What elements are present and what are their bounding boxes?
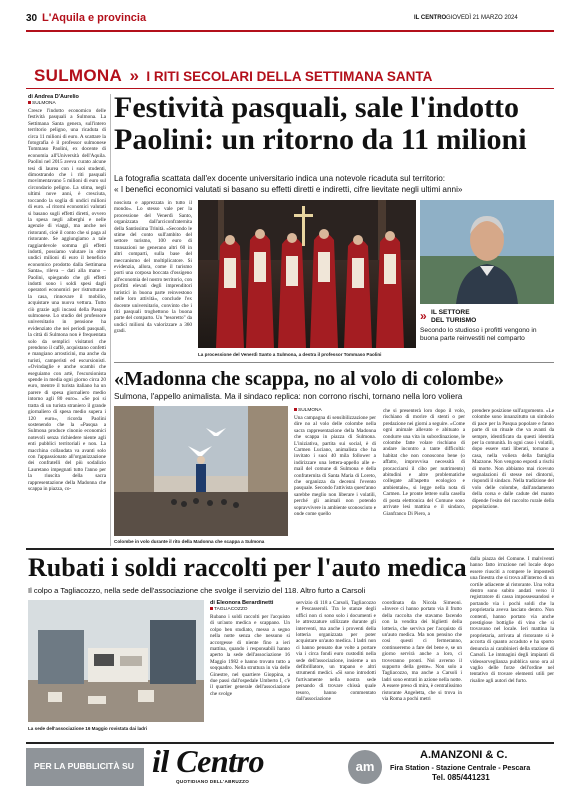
article1-col2: nosciuta e apprezzata in tutto il mondo». Lo stesso vale per la processione del Venerdì Santo, organizzata dall'arciconfraternita della Santissima Trinità. «Secondo le stime del conto sull'ambito del settore turismo, 100 euro di transazioni ne generano altri 60 in altri comparti, sulla base del meccanismo del moltiplicatore. Si evidenzia, allora, come il turismo porti una corposa boccata d'ossigeno all'economia del nostro territorio, con profitti elevati degli imprenditori turistici in buona parte reinvestono nelle loro attività», conclude l'ex docente universitario, convinto che i riti pasquali troghettono la buona parte del comparto. Un "tesoretto" da undici milioni da valorizzare a 360 gradi. bbox=[114, 200, 192, 335]
portrait-illustration bbox=[420, 200, 554, 304]
article2-bottom-rule bbox=[26, 548, 554, 550]
article3-col1: Rubano i soldi raccolti per l'acquisto di un'auto medica e scappano. Un colpo ben studiato, messo a segno nella notte senza che nessuno si accorgesse di niente fino a ieri mattina, quando i responsabili hanno aperto la sede dell'associazione 16 Maggio 1982 e hanno trovato tutto a soqquadro. Nella struttura in via delle Ginestre, nel quartiere Gioppina, a due passi dall'ospedale Umberto I, c'è il quartier generale dell'associazione che svolge bbox=[210, 614, 290, 697]
advertisement-banner bbox=[26, 742, 554, 788]
doves-photo bbox=[114, 406, 288, 536]
location-square-icon bbox=[28, 101, 31, 104]
article3-col3: coordinata da Nicola Simeoni. «Invece ci hanno portato via il frutto della raccolta che stavamo facendo con la vendita dei biglietti della lotteria, che serviva per l'acquisto di un'auto medica. Ma non pensino che così questi ci fermeranno, continueremo a fare del bene e, se un giorno servirà anche a loro, ci troveranno pronti. Noi avremo il supporto della gente». Non solo a Tagliacozzo, ma anche a Carsoli i ladri sono entrati in azione nella notte. A essere preso di mira, è centralissimo ristorante Angeletta, che si trova in via Roma a pochi metri bbox=[382, 600, 462, 703]
page-number: 30 bbox=[26, 13, 38, 24]
issue-date: GIOVEDÌ 21 MARZO 2024 bbox=[446, 15, 518, 21]
page-header bbox=[26, 12, 554, 28]
article3-author: di Eleonora Berardinetti bbox=[210, 600, 274, 606]
kicker-city: SULMONA bbox=[34, 66, 123, 85]
article1-headline-line1: Festività pasquali, sale l'indotto bbox=[114, 91, 520, 124]
ad-logo-subtitle: QUOTIDIANO DELL'ABRUZZO bbox=[176, 779, 250, 784]
article3-headline: Rubati i soldi raccolti per l'auto medica bbox=[28, 553, 467, 582]
article3-col4: dalla piazza del Comune. I malviventi hanno fatto irruzione nel locale dopo essere riusciti a rompere le impostedi una finestra che si trova all'interno di un cortile adiacente al ristorante. Una volta dentro sono subito andati verso il registratore di cassa impossessandosi e portando via i pochi soldi che la proprietaria aveva lasciato dentro. Non contenti, hanno portato via anche prestigiose bottiglie di vino che si trovavano nel locale. Ieri mattina la proprietaria, arrivata al ristorante si è accorta di quanto accaduto e ha sporto denuncia ai carabinieri della stazione di Carsoli. Le immagini degli impianti di videosorveglianza pubblica sono ora al vaglio delle forze dell'ordine nel tentativo di trovare elementi utili per risalire agli autori del furto. bbox=[470, 556, 554, 684]
location-square-icon bbox=[210, 607, 213, 610]
article1-author: di Andrea D'Aurelio bbox=[28, 94, 79, 100]
sidebar-chevron-icon: » bbox=[420, 309, 427, 323]
article2-deck: Sulmona, l'appello animalista. Ma il sindaco replica: non corrono rischi, tornano nella loro voliera bbox=[114, 392, 463, 401]
paolini-portrait-photo bbox=[420, 200, 554, 304]
article1-deck-line1: La fotografia scattata dall'ex docente universitario indica una notevole ricaduta sul territorio: bbox=[114, 174, 446, 183]
kicker-bar bbox=[34, 66, 554, 86]
procession-photo bbox=[198, 200, 416, 348]
header-rule bbox=[26, 30, 554, 32]
article2-col1: Una campagna di sensibilizzazione per dire no al volo delle colombe nella sacra rappresentazione della Madonna che scappa in piazza di Sulmona. L'iniziativa, partita sui social, è di Carmen Luciano, animalista che ha invitato i suoi 40 mila follower a indirizzare una lettera-appello alle e-mail del comune di Sulmona e della confraternita di Santa Maria di Loreto, che organizza da decenni l'evento pasquale. Secondo l'attivista quest'anno sarebbe meglio non liberare i volatili, perché gli animali non potendo sopravvivere in ambiente sconosciuto e onde come quello bbox=[294, 415, 376, 518]
procession-illustration bbox=[198, 200, 416, 348]
badge-text: am bbox=[355, 759, 375, 774]
article1-headline-line2: Paolini: un ritorno da 11 milioni bbox=[114, 123, 527, 156]
article2-col2: che si presenterà loro dopo il volo, rischiano di morire di stenti o per predazione nei giorni a seguire. «Come ogni animale allevato e abituato a condurre una vita in subordinazione, le colombe fatte volare rischiano di andare incontro a tante difficoltà: habitat che non conoscono bene (o affatto, improvvisa necessità di procacciarsi il cibo per nutrimento) abitudini e altre problematiche collegate all'aspetto ecologico e ambientale», si legge nella nota di Carmen. Le pronte lettere sulla casella di posta elettronica del Comune sono arrivate lesi mattina e il sindaco, Gianfranco Di Piero, a bbox=[383, 408, 465, 517]
article2-location-text: SULMONA bbox=[298, 408, 322, 413]
location-square-icon bbox=[294, 408, 297, 411]
ad-phone: Tel. 085/441231 bbox=[432, 773, 490, 782]
doves-illustration bbox=[114, 406, 288, 536]
article3-deck: Il colpo a Tagliacozzo, nella sede dell'associazione che svolge il servizio del 118. Altro furto a Carsoli bbox=[28, 586, 366, 595]
manzoni-badge-icon bbox=[348, 750, 382, 784]
article1-location bbox=[28, 101, 56, 106]
sidebar-title-line1: IL SETTORE bbox=[431, 309, 470, 316]
kicker-topic: I RITI SECOLARI DELLA SETTIMANA SANTA bbox=[146, 69, 433, 84]
sidebar-text: Secondo lo studioso i profitti vengono in buona parte reinvestiti nel comparto bbox=[420, 327, 537, 342]
article1-bottom-rule bbox=[114, 362, 554, 363]
ad-address: Fira Station - Stazione Centrale - Pescara bbox=[390, 763, 531, 772]
ad-left-line: PER LA PUBBLICITÀ SU bbox=[34, 761, 134, 771]
ad-left-block bbox=[26, 748, 144, 786]
article2-headline: «Madonna che scappa, no al volo di colombe» bbox=[114, 368, 505, 390]
article3-location bbox=[210, 607, 248, 612]
article2-col3: prendere posizione sull'argomento. «Le colombe sono innanzitutto un simbolo di pace per la Pasqua popolare e fanno parte di un rituale che va avanti da sempre, identificato da questi identità per la comunità. In ogni caso i volatili, dopo essere stati liberati, tornano a casa, nella voliera della famiglia Mazzone. Non vengono esposti a rischi di morte. Non abbiamo mai ricevuto segnalazioni di stesse nei dintorni, rispondi il sindaco. Nella tradizione del volo delle colombe, dall'andamento della corsa e dalle cadute del manto dipende l'esito del raccolto rurale della popolazione. bbox=[472, 408, 554, 511]
association-office-photo bbox=[28, 600, 204, 722]
paper-name: IL CENTRO bbox=[414, 15, 447, 21]
association-photo-caption: La sede dell'associazione 16 Maggio rovistata dai ladri bbox=[28, 726, 148, 731]
kicker-arrows: » bbox=[129, 66, 139, 85]
ad-company: A.MANZONI & C. bbox=[420, 749, 508, 761]
ad-logo: il Centro bbox=[152, 743, 264, 779]
column-divider bbox=[110, 94, 111, 546]
procession-photo-caption: La processione del Venerdì Santo a Sulmona, a destra il professor Tommaso Paolini bbox=[198, 352, 382, 357]
article3-col2: servizio di 118 a Carsoli, Tagliacozzo e Pescasseroli. Tra le stanze degli uffici non ci sono solo i documenti e le attrezzature utilizzate durante gli interventi, ma anche i proventi della lotteria organizzata per poter acquistare un'auto medica. I ladri non ci hanno pensato due volte a portare via i circa fondi euro custoditi nella sede dell'associazione, insieme a un defibrillatore, un trapano e altri strumenti medici. «Si sono introdotti furtivamente nella nostra sede persando di trovare chissà quale tesoro, hanno commentato dall'associazione bbox=[296, 600, 376, 703]
kicker-rule bbox=[26, 88, 554, 89]
office-illustration bbox=[28, 600, 204, 722]
doves-photo-caption: Colombe in volo durante il rito della Madonna che scappa a Sulmona bbox=[114, 539, 265, 544]
article1-deck-line2: « I benefici economici valutati si basano su effetti diretti e indiretti, cifre lievitate negli ultimi anni» bbox=[114, 185, 463, 194]
article2-location bbox=[294, 408, 322, 413]
sidebar-title-line2: DEL TURISMO bbox=[431, 317, 477, 324]
article1-location-text: SULMONA bbox=[32, 101, 56, 106]
article3-location-text: TAGLIACOZZO bbox=[214, 607, 248, 612]
section-title: L'Aquila e provincia bbox=[42, 12, 147, 24]
article1-col1: Cresce l'indotto economico delle festività pasquali a Sulmona. La Settimana Santa genera, sull'intero territorio peligno, una ricaduta di circa 11 milioni di euro. A scattare la fotografia è il professor sulmonese Tommaso Paolini, ex docente di economia all'Università dell'Aquila. Paolini nel 2015 aveva curato alcune tesi di laurea con i suoi studenti, dimostrando che i riti pasquali movimentavano 5 milioni di euro sul circondario peligno. La stima, negli ultimi nove anni, è cresciuta, toccando la soglia di undici milioni di euro. «I ritorni economici valutati si basano sugli effetti diretti, ovvero la spesa negli alberghi e nelle agenzie di viaggi, ma anche nei ristoranti, cioè il conto che si paga al ristorante. Se aggiungiamo a tale raggiardevole somma gli effetti indotti, possiamo valutare in oltre undici milioni di euro il beneficio economico prodotto dalla Settimana Santa», rileva – dati alla mano – Paolini, spiegando che gli effetti indotti sono i soldi spesi dagli operatori economici per ristrutturare la casa, rinnovare il mobilio, acquistare una nuova vettura. Tutto ciò grazie agli incassi della Pasqua sulmonese. Lo studio del professore universitario in pensione ha evidenziato che nei periodi pasquali, la città di Sulmona non è frequentata solo da semplici visitatori che prendono il caffè, acquistano confetti e mangiano arrosticini, ma anche da turisti, camperisti ed escursionisti. «Ovindaglie e anche scambi che eseguiamo con artè, l'escursionista spende in media ogni giorno circa 20 euro, mentre il turista italiano ha un parere di spesa giornaliero medio intorno agli 80 euro». «Se poi si tratta di un turista straniero il grande giornaliero di spesa medio supera i 120 euro», ricorda Paolini sostenendo che la «Pasqua a Sulmona produce cinonio economici notevoli senza richiedere niente agli enti pubblici territoriali e non. La macchina collaudata va avanti solo con l'appassionato all'organizzazione dei confratelli del più sodalizio Lauretano impegnati tutto l'anno per la riuscita della sacra rappresentazione della Madonna che scappa in piazza, co- bbox=[28, 108, 106, 492]
